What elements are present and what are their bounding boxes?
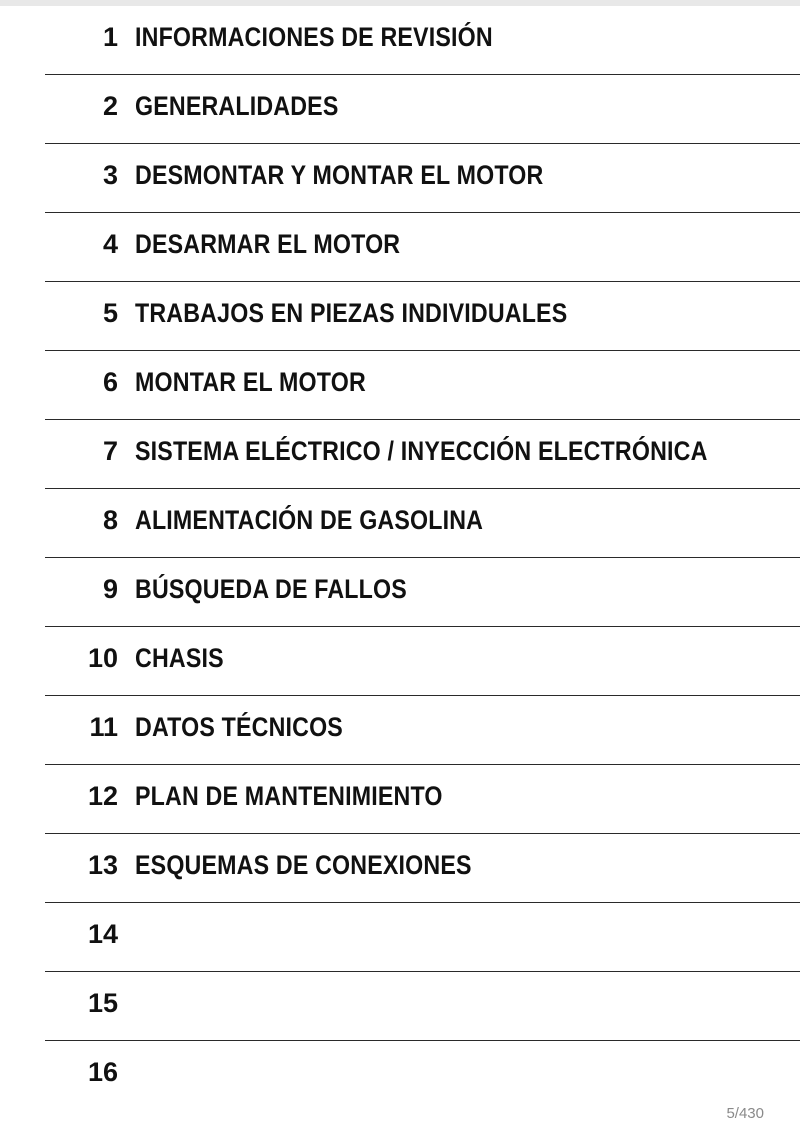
- toc-entry[interactable]: [45, 75, 800, 144]
- toc-entry-number: 10: [87, 643, 118, 673]
- toc-entry[interactable]: [45, 144, 800, 213]
- toc-entry[interactable]: [45, 696, 800, 765]
- toc-entry-number: 7: [102, 436, 118, 466]
- toc-entry-number: 8: [102, 505, 118, 535]
- page-indicator: 5/430: [726, 1105, 764, 1122]
- toc-entry-title: MONTAR EL MOTOR: [135, 367, 366, 397]
- toc-entry-title: GENERALIDADES: [135, 91, 339, 121]
- toc-entry-title: DESMONTAR Y MONTAR EL MOTOR: [135, 160, 544, 190]
- toc-entry-number: 11: [89, 712, 118, 742]
- toc-entry-number: 12: [87, 781, 118, 811]
- toc-entry-number: 16: [87, 1057, 118, 1087]
- toc-entry[interactable]: [45, 972, 800, 1041]
- toc-entry[interactable]: [45, 765, 800, 834]
- toc-entry-number: 4: [102, 229, 118, 259]
- toc-entry-number: 6: [102, 367, 118, 397]
- toc-entry[interactable]: [45, 903, 800, 972]
- toc-entry-title: SISTEMA ELÉCTRICO / INYECCIÓN ELECTRÓNICA: [135, 436, 708, 466]
- toc-entry-title: DATOS TÉCNICOS: [135, 712, 343, 742]
- toc-entry[interactable]: [45, 1041, 800, 1110]
- toc-entry-title: PLAN DE MANTENIMIENTO: [135, 781, 443, 811]
- toc-entry[interactable]: [45, 420, 800, 489]
- toc-entry-number: 9: [102, 574, 118, 604]
- toc-entry-number: 2: [102, 91, 118, 121]
- toc-entry-title: BÚSQUEDA DE FALLOS: [135, 574, 407, 604]
- toc-entry[interactable]: [45, 6, 800, 75]
- toc-entry-number: 13: [87, 850, 118, 880]
- toc-entry[interactable]: [45, 627, 800, 696]
- table-of-contents: [45, 6, 800, 1110]
- toc-entry-number: 15: [87, 988, 118, 1018]
- toc-entry[interactable]: [45, 558, 800, 627]
- toc-entry[interactable]: [45, 351, 800, 420]
- toc-entry-number: 1: [102, 22, 118, 52]
- toc-entry-number: 3: [102, 160, 118, 190]
- toc-entry-title: ESQUEMAS DE CONEXIONES: [135, 850, 472, 880]
- toc-entry[interactable]: [45, 489, 800, 558]
- toc-entry-title: TRABAJOS EN PIEZAS INDIVIDUALES: [135, 298, 568, 328]
- toc-entry-number: 14: [87, 919, 118, 949]
- toc-entry-title: INFORMACIONES DE REVISIÓN: [135, 22, 493, 52]
- toc-entry[interactable]: [45, 213, 800, 282]
- toc-entry[interactable]: [45, 282, 800, 351]
- toc-entry-title: DESARMAR EL MOTOR: [135, 229, 401, 259]
- toc-entry-title: ALIMENTACIÓN DE GASOLINA: [135, 505, 484, 535]
- toc-entry[interactable]: [45, 834, 800, 903]
- toc-entry-number: 5: [102, 298, 118, 328]
- toc-entry-title: CHASIS: [135, 643, 224, 673]
